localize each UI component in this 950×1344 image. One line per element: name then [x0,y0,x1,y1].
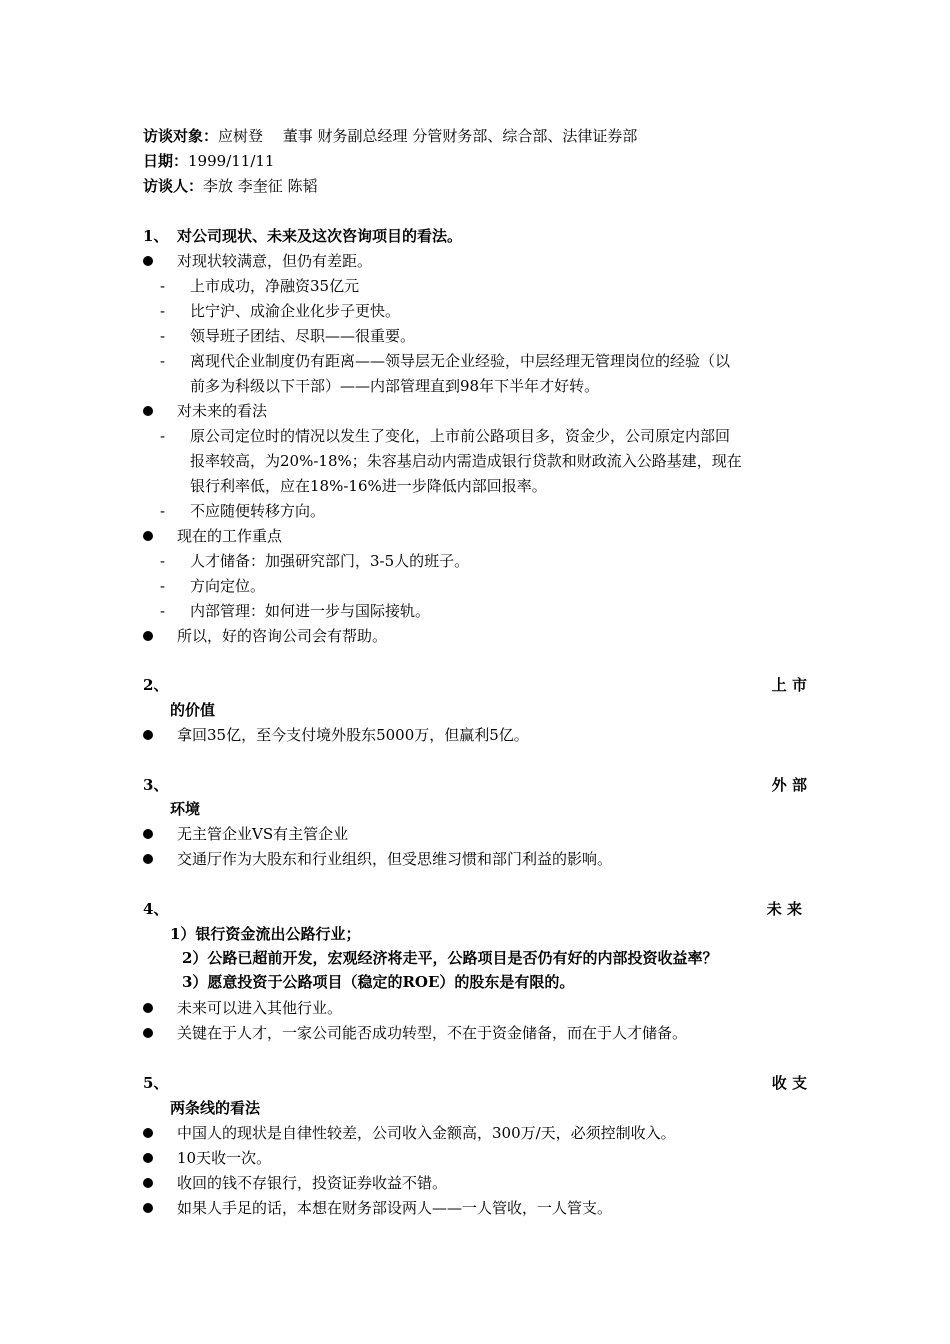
section-5-number: 5、 [143,1074,169,1092]
dash-icon: - [160,502,166,520]
s4-bullet-2: 关键在于人才，一家公司能否成功转型，不在于资金储备，而在于人才储备。 [177,1024,688,1042]
s5-bullet-2: 10天收一次。 [177,1149,272,1167]
section-4-number: 4、 [143,900,169,918]
s3-bullet-2: 交通厅作为大股东和行业组织，但受思维习惯和部门利益的影响。 [177,850,613,868]
section-3-title-b: 环境 [170,800,201,818]
s1-bullet-1: 对现状较满意，但仍有差距。 [177,252,373,270]
section-4-question-2: 2）公路已超前开发，宏观经济将走平，公路项目是否仍有好的内部投资收益率？ [182,949,718,967]
dash-icon: - [160,352,166,370]
bullet-icon [143,1128,153,1138]
interviewer-label: 访谈人： [143,177,204,195]
s4-bullet-1: 未来可以进入其他行业。 [177,999,343,1017]
s5-bullet-1: 中国人的现状是自律性较差，公司收入金额高，300万/天，必须控制收入。 [177,1124,676,1142]
dash-icon: - [160,552,166,570]
s1-dash-5b: 报率较高，为20%-18%；朱容基启动内需造成银行贷款和财政流入公路基建，现在 [190,452,742,470]
bullet-icon [143,1003,153,1013]
dash-icon: - [160,327,166,345]
s1-dash-5a: 原公司定位时的情况以发生了变化，上市前公路项目多，资金少，公司原定内部回 [190,427,731,445]
section-2-title-a: 上 市 [771,676,807,694]
dash-icon: - [160,427,166,445]
s1-dash-8: 方向定位。 [190,577,266,595]
s1-bullet-2: 对未来的看法 [177,402,268,420]
section-1-number: 1、 [143,227,169,245]
interviewee-label: 访谈对象： [143,127,219,145]
bullet-icon [143,730,153,740]
bullet-icon [143,406,153,416]
section-4-question-1: 1）银行资金流出公路行业； [170,925,361,943]
s1-bullet-3: 现在的工作重点 [177,527,283,545]
bullet-icon [143,1028,153,1038]
s1-dash-6: 不应随便转移方向。 [190,502,326,520]
s1-dash-1: 上市成功，净融资35亿元 [190,277,360,295]
section-5-title-a: 收 支 [771,1074,807,1092]
bullet-icon [143,854,153,864]
dash-icon: - [160,577,166,595]
bullet-icon [143,829,153,839]
s5-bullet-4: 如果人手足的话，本想在财务部设两人——一人管收，一人管支。 [177,1199,613,1217]
bullet-icon [143,1178,153,1188]
section-3-number: 3、 [143,776,169,794]
dash-icon: - [160,302,166,320]
interviewer-line [143,174,318,198]
s3-bullet-1: 无主管企业VS有主管企业 [177,825,349,843]
bullet-icon [143,256,153,266]
s1-dash-9: 内部管理：如何进一步与国际接轨。 [190,602,431,620]
bullet-icon [143,631,153,641]
section-5-title-b: 两条线的看法 [170,1099,261,1117]
s1-dash-5c: 银行利率低，应在18%-16%进一步降低内部回报率。 [190,477,547,495]
interviewee-line [143,124,637,148]
date-value: 1999/11/11 [188,152,275,170]
section-2-number: 2、 [143,676,169,694]
s1-dash-4b: 前多为科级以下干部）——内部管理直到98年下半年才好转。 [190,377,600,395]
date-label: 日期： [143,152,189,170]
s5-bullet-3: 收回的钱不存银行，投资证券收益不错。 [177,1174,448,1192]
s1-dash-4a: 离现代企业制度仍有距离——领导层无企业经验，中层经理无管理岗位的经验（以 [190,352,731,370]
s2-bullet-1: 拿回35亿，至今支付境外股东5000万，但赢利5亿。 [177,726,529,744]
dash-icon: - [160,277,166,295]
bullet-icon [143,1203,153,1213]
section-4-title-a: 未 来 [766,900,802,918]
section-3-title-a: 外 部 [771,776,807,794]
interviewee-value: 应树登 董事 财务副总经理 分管财务部、综合部、法律证券部 [218,127,638,145]
bullet-icon [143,531,153,541]
interviewer-value: 李放 李奎征 陈韬 [203,177,318,195]
s1-dash-7: 人才储备：加强研究部门，3-5人的班子。 [190,552,470,570]
bullet-icon [143,1153,153,1163]
section-4-question-3: 3）愿意投资于公路项目（稳定的ROE）的股东是有限的。 [182,973,575,991]
date-line [143,149,274,173]
s1-dash-3: 领导班子团结、尽职——很重要。 [190,327,416,345]
section-2-title-b: 的价值 [170,701,216,719]
section-1-title: 对公司现状、未来及这次咨询项目的看法。 [177,227,463,245]
s1-dash-2: 比宁沪、成渝企业化步子更快。 [190,302,401,320]
dash-icon: - [160,602,166,620]
s1-bullet-4: 所以，好的咨询公司会有帮助。 [177,627,388,645]
